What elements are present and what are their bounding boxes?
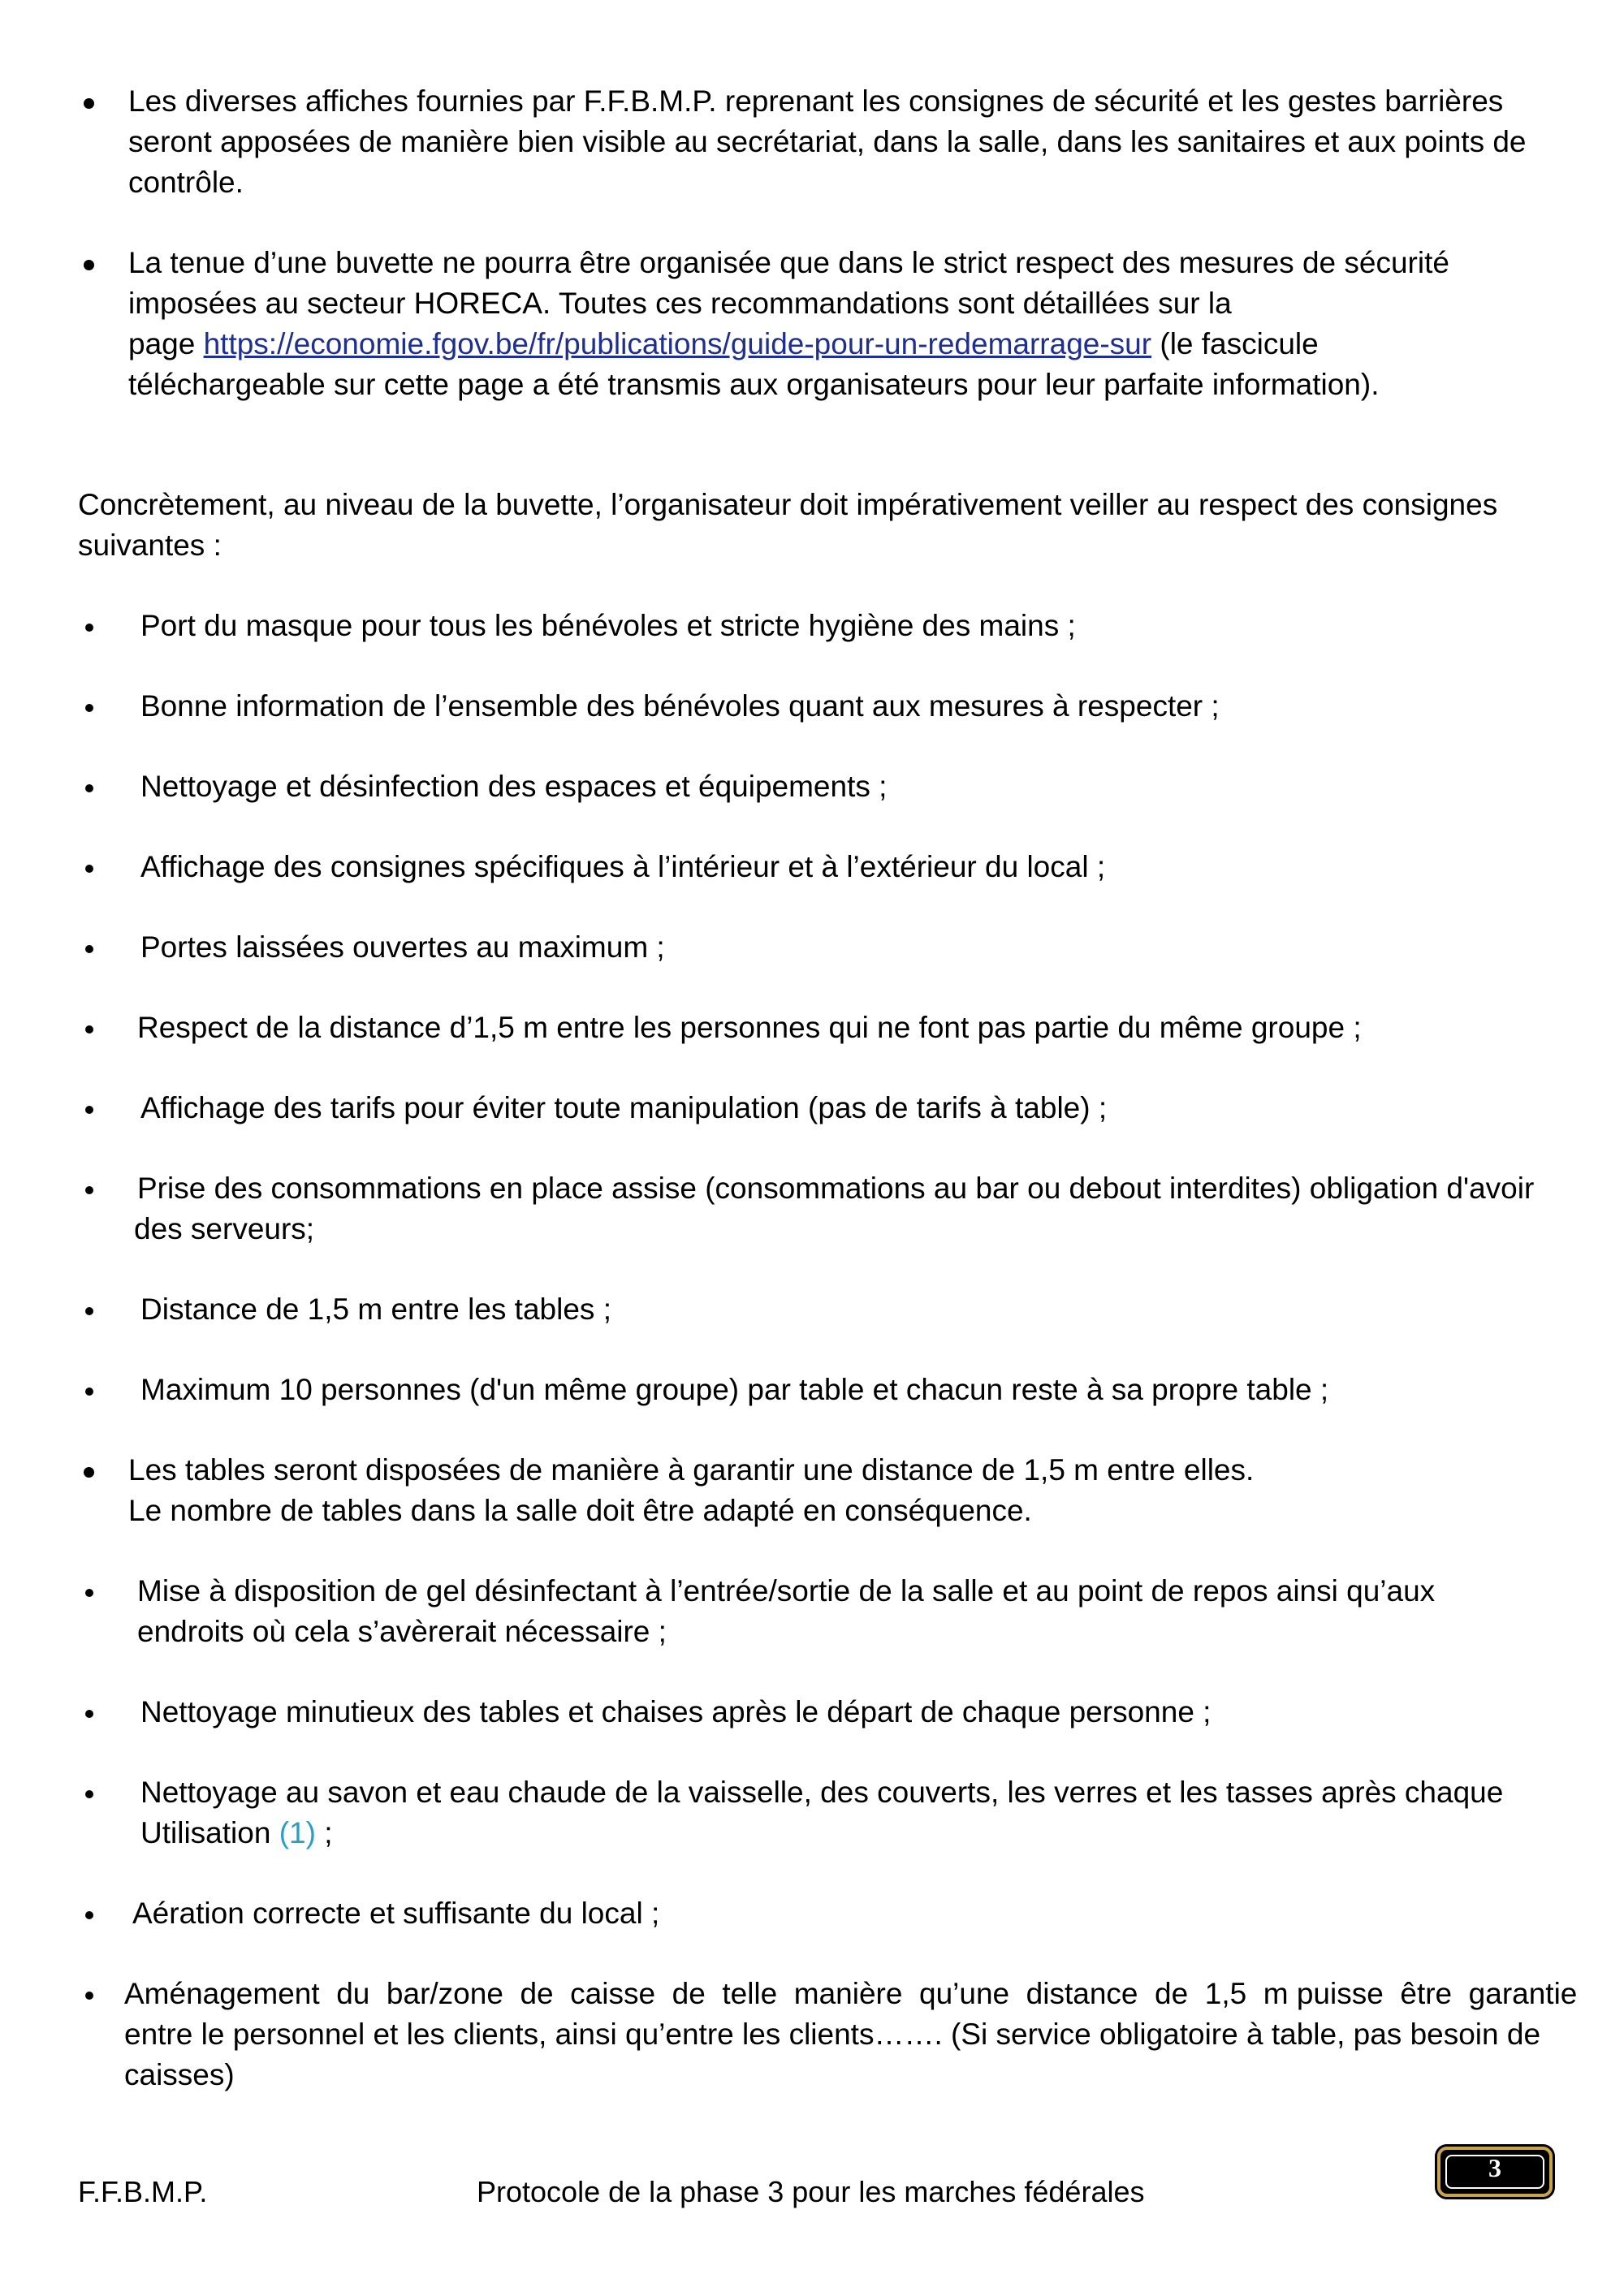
rule-text: Le nombre de tables dans la salle doit être adapté en conséquence. — [128, 1494, 1032, 1527]
text-line — [140, 1813, 1578, 1854]
bullet-icon — [85, 865, 93, 873]
rule-text: Les tables seront disposées de manière à garantir une distance de 1,5 m entre elles. — [128, 1453, 1255, 1487]
rule-text: Nettoyage au savon et eau chaude de la vaisselle, des couverts, les verres et les tasses après chaque — [140, 1776, 1504, 1809]
text-fragment: ; — [315, 1816, 333, 1849]
bullet-icon — [85, 945, 93, 953]
intro-paragraph — [78, 485, 1572, 566]
rule-text: Aménagement du bar/zone de caisse de telle manière qu’une distance de 1,5 m puisse être garantie — [124, 1977, 1578, 2010]
footer-organization: F.F.B.M.P. — [78, 2175, 208, 2208]
guide-link[interactable]: https://economie.fgov.be/fr/publications/guide-pour-un-redemarrage-sur — [203, 327, 1152, 360]
text-fragment: (le fascicule — [1151, 327, 1319, 360]
rule-text: Maximum 10 personnes (d'un même groupe) par table et chacun reste à sa propre table ; — [140, 1373, 1329, 1406]
rule-text: Mise à disposition de gel désinfectant à l’entrée/sortie de la salle et au point de repos ainsi qu’aux — [137, 1574, 1436, 1608]
rule-text: Portes laissées ouvertes au maximum ; — [140, 930, 665, 964]
text-fragment: Utilisation — [140, 1816, 279, 1849]
bullet-icon — [84, 98, 94, 109]
text-line: La tenue d’une buvette ne pourra être organisée que dans le strict respect des mesures de sécurité — [128, 246, 1449, 279]
text-line: téléchargeable sur cette page a été transmis aux organisateurs pour leur parfaite information). — [128, 368, 1380, 401]
rule-text: caisses) — [124, 2058, 235, 2091]
text-line: contrôle. — [128, 166, 244, 199]
rule-text: Affichage des consignes spécifiques à l’intérieur et à l’extérieur du local ; — [140, 850, 1106, 883]
text-line: suivantes : — [78, 529, 222, 562]
bullet-icon — [85, 1911, 93, 1919]
bullet-icon — [84, 1467, 94, 1478]
rule-text: Nettoyage et désinfection des espaces et équipements ; — [140, 770, 888, 803]
text-line: imposées au secteur HORECA. Toutes ces recommandations sont détaillées sur la — [128, 287, 1232, 320]
rule-text: Respect de la distance d’1,5 m entre les personnes qui ne font pas partie du même groupe ; — [137, 1011, 1362, 1044]
text-line: Les diverses affiches fournies par F.F.B.M.P. reprenant les consignes de sécurité et les gestes barrières — [128, 84, 1504, 118]
text-fragment: page — [128, 327, 204, 360]
bullet-icon — [85, 1388, 93, 1396]
bullet-icon — [84, 260, 94, 270]
text-line: seront apposées de manière bien visible au secrétariat, dans la salle, dans les sanitaires et aux points de — [128, 125, 1527, 158]
rule-text: Affichage des tarifs pour éviter toute manipulation (pas de tarifs à table) ; — [140, 1091, 1108, 1124]
bullet-icon — [85, 1710, 93, 1718]
text-line: Concrètement, au niveau de la buvette, l’organisateur doit impérativement veiller au respect des consignes — [78, 488, 1498, 521]
rule-text: endroits où cela s’avèrerait nécessaire ; — [137, 1615, 667, 1648]
bullet-icon — [85, 704, 93, 712]
rule-text: Bonne information de l’ensemble des bénévoles quant aux mesures à respecter ; — [140, 689, 1220, 723]
rule-text: Prise des consommations en place assise (consommations au bar ou debout interdites) obligation d'avoir — [137, 1172, 1535, 1205]
rule-text: entre le personnel et les clients, ainsi qu’entre les clients……. (Si service obligatoire à table, pas besoin de — [124, 2018, 1541, 2051]
bullet-icon — [85, 624, 93, 632]
footer-title: Protocole de la phase 3 pour les marches fédérales — [477, 2175, 1145, 2208]
bullet-icon — [85, 1790, 93, 1798]
bullet-icon — [85, 1307, 93, 1315]
bullet-icon — [85, 784, 93, 792]
bullet-icon — [85, 1992, 93, 2000]
rule-text: Distance de 1,5 m entre les tables ; — [140, 1293, 611, 1326]
bullet-icon — [85, 1589, 93, 1597]
text-line — [128, 324, 1578, 365]
rule-text: des serveurs; — [134, 1212, 315, 1245]
bullet-icon — [85, 1186, 93, 1194]
rule-text: Port du masque pour tous les bénévoles et stricte hygiène des mains ; — [140, 609, 1076, 642]
page-number: 3 — [1488, 2153, 1501, 2182]
rule-text: Nettoyage minutieux des tables et chaises après le départ de chaque personne ; — [140, 1695, 1212, 1728]
page-number-badge — [1437, 2147, 1553, 2197]
footnote-reference: (1) — [279, 1816, 316, 1849]
bullet-icon — [85, 1106, 93, 1114]
rule-text: Aération correcte et suffisante du local ; — [132, 1897, 660, 1930]
bullet-icon — [85, 1025, 93, 1034]
